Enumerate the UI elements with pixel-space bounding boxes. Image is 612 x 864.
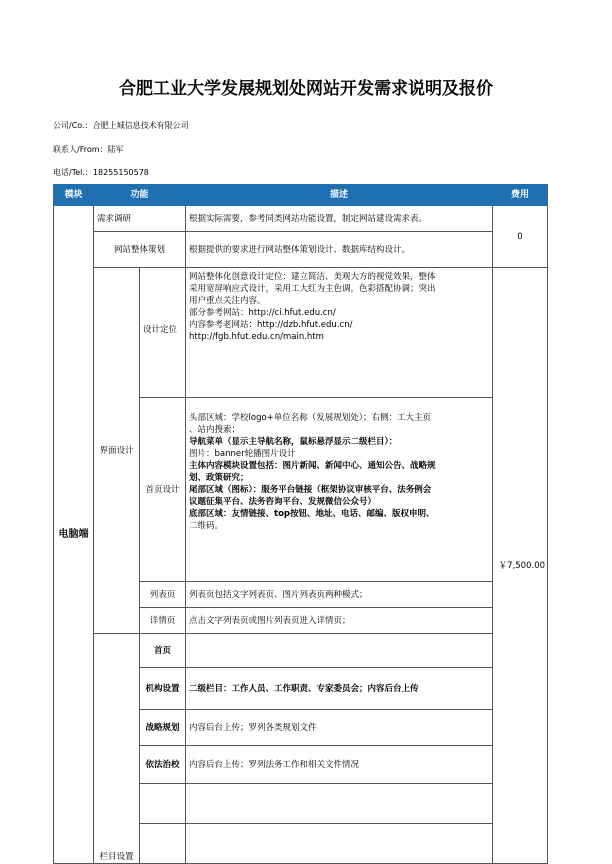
desc-line: 划、政策研究； bbox=[189, 473, 249, 483]
desc-line: 图片：banner轮播图片设计 bbox=[189, 449, 296, 459]
desc-cell: 内容后台上传；罗列法务工作和相关文件情况 bbox=[186, 746, 493, 784]
quote-table bbox=[53, 184, 548, 864]
func-cell bbox=[140, 824, 186, 864]
desc-line: 采用宽屏响应式设计，采用工大红为主色调，色彩搭配协调；突出 bbox=[189, 284, 436, 294]
header-function: 功能 bbox=[94, 185, 186, 206]
fee-zero-cell: 0 bbox=[493, 206, 548, 268]
desc-line: 网站整体化创意设计定位：建立简洁、美观大方的视觉效果，整体 bbox=[189, 272, 436, 282]
table-row bbox=[54, 232, 548, 268]
desc-line: 部分参考网站：http://ci.hfut.edu.cn/ bbox=[189, 308, 336, 318]
func-cell: 战略规划 bbox=[140, 710, 186, 746]
desc-line: 用户重点关注内容。 bbox=[189, 296, 266, 306]
desc-line: 二维码。 bbox=[189, 521, 224, 531]
header-desc: 描述 bbox=[186, 185, 493, 206]
desc-cell bbox=[186, 824, 493, 864]
desc-cell bbox=[186, 268, 493, 398]
desc-line: 底部区域：友情链接、top按钮、地址、电话、邮编、版权申明、 bbox=[189, 509, 435, 519]
header-module: 模块 bbox=[54, 185, 94, 206]
func-cell: 依法治校 bbox=[140, 746, 186, 784]
desc-cell: 内容后台上传；罗列各类规划文件 bbox=[186, 710, 493, 746]
table-row bbox=[54, 268, 548, 398]
func-cell: 列表页 bbox=[140, 582, 186, 608]
group-cell: 栏目设置 bbox=[94, 634, 140, 864]
table-row bbox=[54, 634, 548, 668]
desc-cell: 根据提供的要求进行网站整体策划设计、数据库结构设计。 bbox=[186, 232, 493, 268]
desc-line: http://fgb.hfut.edu.cn/main.htm bbox=[189, 332, 324, 342]
desc-cell bbox=[186, 784, 493, 824]
func-cell: 机构设置 bbox=[140, 668, 186, 710]
contact-line: 联系人/From：陆军 bbox=[53, 145, 124, 154]
desc-cell bbox=[186, 398, 493, 582]
table-row bbox=[54, 206, 548, 232]
header-fee: 费用 bbox=[493, 185, 548, 206]
desc-line: 尾部区域（图标）：服务平台链接（框架协议审核平台、法务例会 bbox=[189, 485, 432, 495]
func-cell: 首页设计 bbox=[140, 398, 186, 582]
desc-line: 头部区域：学校logo+单位名称（发展规划处）；右侧：工大主页 bbox=[189, 413, 432, 423]
desc-cell bbox=[186, 634, 493, 668]
module-cell: 电脑端 bbox=[54, 206, 94, 864]
company-line: 公司/Co.：合肥上城信息技术有限公司 bbox=[53, 121, 189, 130]
desc-line: 、站内搜索； bbox=[189, 425, 241, 435]
page-title: 合肥工业大学发展规划处网站开发需求说明及报价 bbox=[119, 79, 493, 99]
desc-cell: 点击文字列表页或图片列表页进入详情页； bbox=[186, 608, 493, 634]
desc-line: 导航菜单（显示主导航名称，鼠标悬浮显示二级栏目）： bbox=[189, 437, 398, 447]
desc-cell: 二级栏目：工作人员、工作职责、专家委员会；内容后台上传 bbox=[186, 668, 493, 710]
func-cell: 网站整体策划 bbox=[94, 232, 186, 268]
desc-line: 内容参考老网站：http://dzb.hfut.edu.cn/ bbox=[189, 320, 353, 330]
func-cell: 设计定位 bbox=[140, 268, 186, 398]
func-cell: 详情页 bbox=[140, 608, 186, 634]
func-cell bbox=[140, 784, 186, 824]
group-cell: 界面设计 bbox=[94, 268, 140, 634]
func-cell: 首页 bbox=[140, 634, 186, 668]
table-header-row bbox=[54, 185, 548, 206]
desc-cell: 列表页包括文字列表页、图片列表页两种模式； bbox=[186, 582, 493, 608]
phone-line: 电话/Tel.：18255150578 bbox=[53, 168, 149, 177]
desc-line: 主体内容模块设置包括：图片新闻、新闻中心、通知公告、战略规 bbox=[189, 461, 436, 471]
desc-cell: 根据实际需要，参考同类网站功能设置，制定网站建设需求表。 bbox=[186, 206, 493, 232]
fee-total-cell: ￥7,500.00 bbox=[493, 268, 548, 864]
desc-line: 议题征集平台、法务咨询平台、发规微信公众号） bbox=[189, 497, 377, 507]
func-cell: 需求调研 bbox=[94, 206, 186, 232]
